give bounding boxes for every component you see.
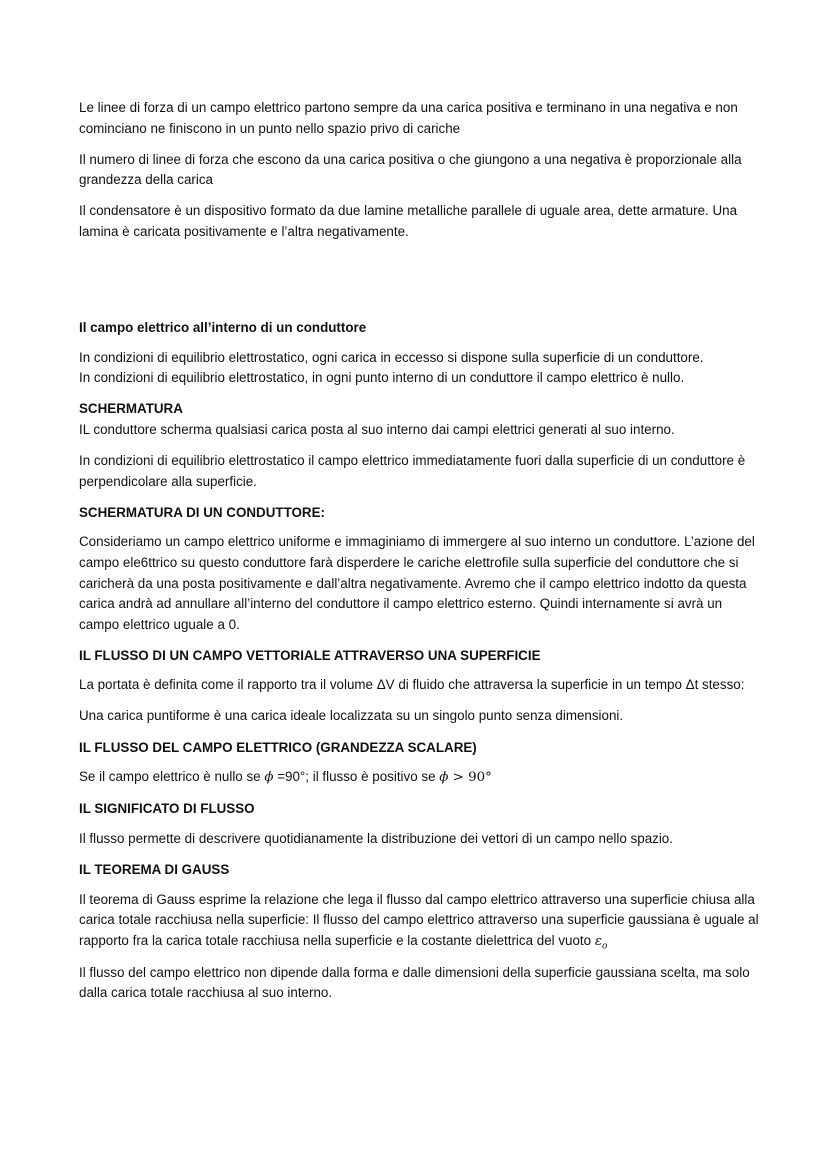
flusso-text-a: Se il campo elettrico è nullo se	[79, 769, 265, 785]
paragraph-flusso-elettrico	[79, 767, 759, 789]
heading-teorema-gauss: IL TEOREMA DI GAUSS	[79, 861, 230, 877]
paragraph-teorema-gauss	[79, 890, 759, 953]
heading-flusso-vettoriale: IL FLUSSO DI UN CAMPO VETTORIALE ATTRAVERSO UNA SUPERFICIE	[79, 647, 541, 663]
section-spacer	[79, 253, 759, 318]
flusso-text-c: > 90°	[448, 770, 492, 786]
paragraph-flusso-indipendente: Il flusso del campo elettrico non dipende dalla forma e dalle dimensioni della superficie gaussiana scelta, ma solo dalla carica totale racchiusa al suo interno.	[79, 964, 750, 1001]
phi-symbol-1: ϕ	[264, 770, 274, 786]
paragraph-significato-flusso: Il flusso permette di descrivere quotidianamente la distribuzione dei vettori di un campo nello spazio.	[79, 830, 673, 846]
equilibrio-line-2: In condizioni di equilibrio elettrostatico, in ogni punto interno di un conduttore il campo elettrico è nullo.	[79, 370, 685, 386]
heading-campo-conduttore: Il campo elettrico all’interno di un conduttore	[79, 320, 367, 336]
paragraph-campo-perpendicolare: In condizioni di equilibrio elettrostatico il campo elettrico immediatamente fuori dalla superficie di un conduttore è perpendicolare alla superficie.	[79, 453, 746, 489]
epsilon-symbol: ε	[594, 933, 603, 949]
equilibrio-line-1: In condizioni di equilibrio elettrostatico, ogni carica in eccesso si dispone sulla superficie di un conduttore.	[79, 349, 704, 365]
flusso-text-b: =90°; il flusso è positivo se	[273, 769, 440, 785]
paragraph-schermatura: IL conduttore scherma qualsiasi carica posta al suo interno dai campi elettrici generati al suo interno.	[79, 421, 675, 437]
document-page	[79, 98, 759, 1015]
paragraph-numero-linee: Il numero di linee di forza che escono da una carica positiva o che giungono a una negativa è proporzionale alla grandezza della carica	[79, 151, 742, 188]
paragraph-carica-puntiforme: Una carica puntiforme è una carica ideale localizzata su un singolo punto senza dimensioni.	[79, 708, 624, 724]
paragraph-linee-di-forza: Le linee di forza di un campo elettrico partono sempre da una carica positiva e terminano in una negativa e non cominciano ne finiscono in un punto nello spazio privo di cariche	[79, 100, 738, 136]
gauss-text: Il teorema di Gauss esprime la relazione che lega il flusso dal campo elettrico attraverso una superficie chiusa alla carica totale racchiusa nella superficie: Il flusso del campo elettrico attraverso una superficie gaussiana è uguale al rapporto fra la carica totale racchiusa nella superficie e la costante dielettrica del vuoto	[79, 891, 759, 948]
heading-schermatura-conduttore: SCHERMATURA DI UN CONDUTTORE:	[79, 504, 325, 520]
paragraph-portata: La portata è definita come il rapporto tra il volume ΔV di fluido che attraversa la superficie in un tempo Δt stesso:	[79, 677, 745, 693]
phi-symbol-2: ϕ	[439, 770, 449, 786]
paragraph-condensatore: Il condensatore è un dispositivo formato da due lamine metalliche parallele di uguale area, dette armature. Una lamina è caricata positivamente e l’altra negativamente.	[79, 203, 738, 239]
heading-significato-flusso: IL SIGNIFICATO DI FLUSSO	[79, 801, 255, 817]
paragraph-equilibrio	[79, 348, 759, 389]
heading-flusso-elettrico: IL FLUSSO DEL CAMPO ELETTRICO (GRANDEZZA SCALARE)	[79, 739, 477, 755]
paragraph-schermatura-conduttore: Consideriamo un campo elettrico uniforme e immaginiamo di immergere al suo interno un conduttore. L’azione del campo ele6ttrico su questo conduttore farà disperdere le cariche elettrofile sulla superficie del conduttore che si caricherà da una posta positivamente e dall’altra negativamente. Avremo che il campo elettrico indotto da questa carica andrà ad annullare all’interno del conduttore il campo elettrico esterno. Quindi internamente si avrà un campo elettrico uguale a 0.	[79, 534, 755, 632]
epsilon-subscript: o	[602, 941, 608, 952]
heading-schermatura: SCHERMATURA	[79, 401, 183, 417]
